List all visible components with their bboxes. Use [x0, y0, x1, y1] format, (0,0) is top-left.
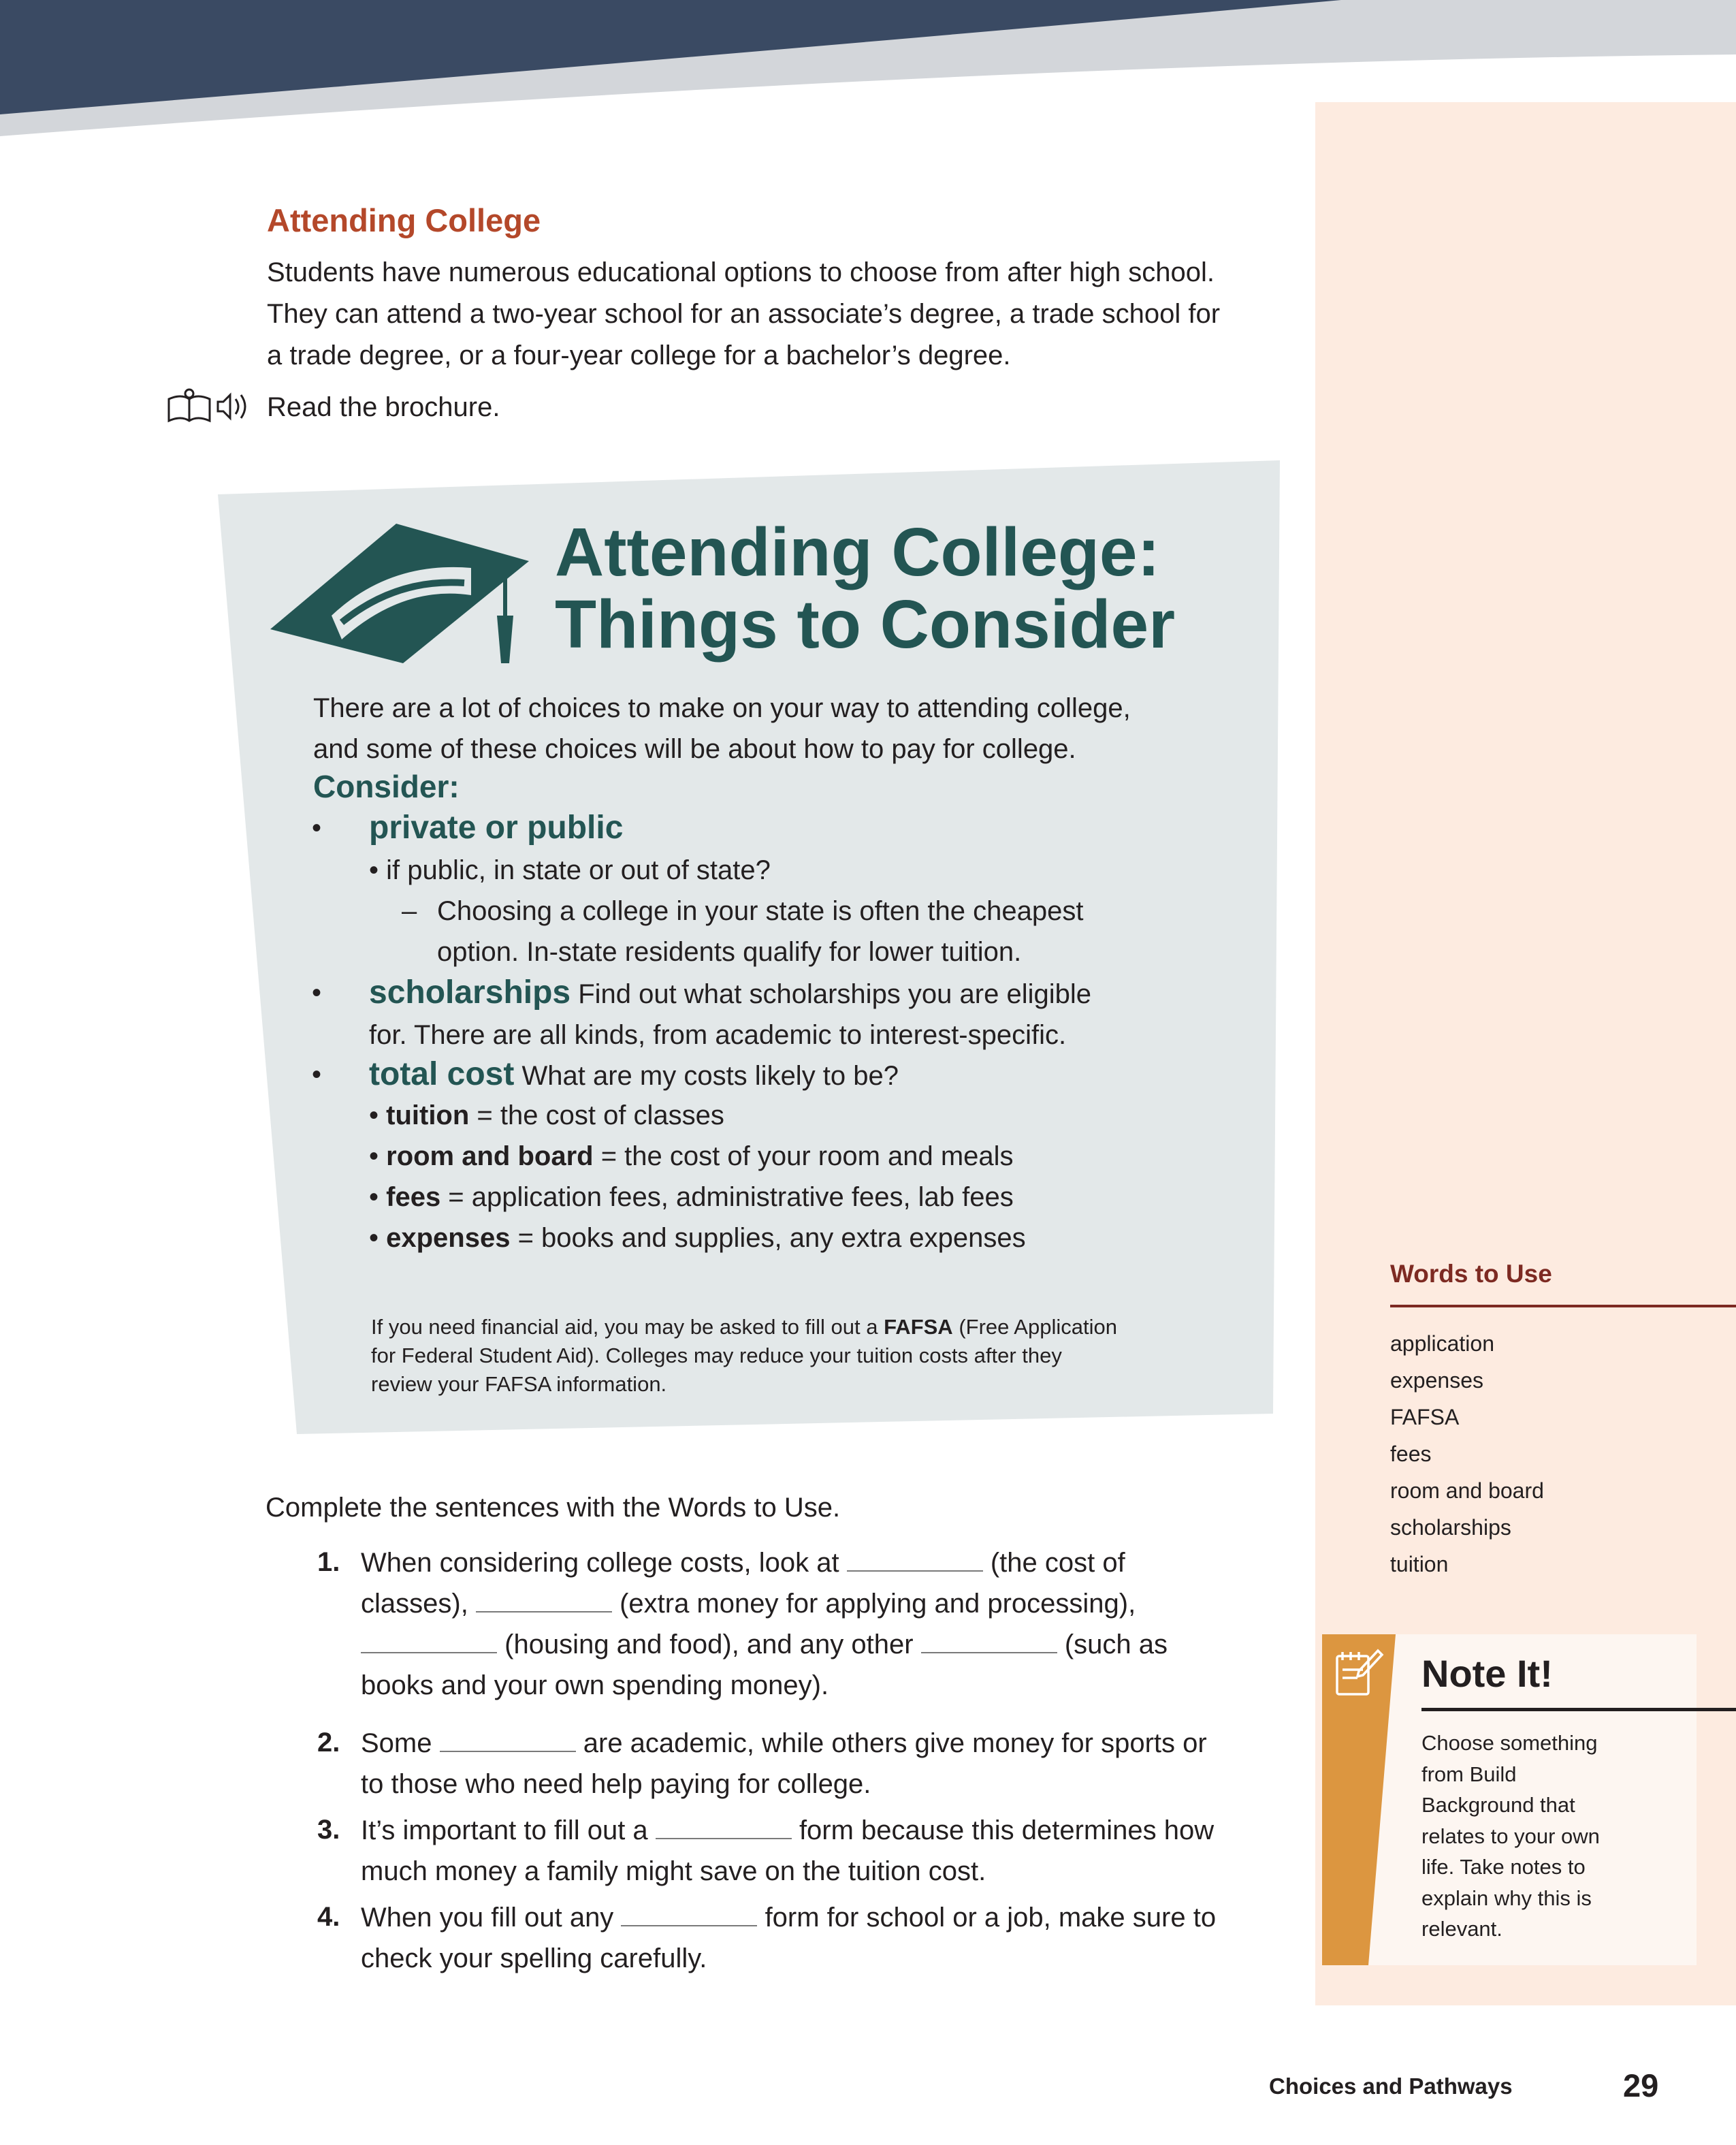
- note-line: relates to your own: [1421, 1824, 1600, 1848]
- cost-term: expenses: [386, 1223, 511, 1253]
- private-public-sub-text: if public, in state or out of state?: [386, 855, 771, 885]
- note-line: Background that: [1421, 1793, 1575, 1817]
- fafsa-note-line: for Federal Student Aid). Colleges may reduce your tuition costs after they: [371, 1344, 1062, 1367]
- item-line: to those who need help paying for college.: [361, 1769, 871, 1799]
- notepad-pencil-icon: [1333, 1647, 1385, 1698]
- item-line: [361, 1624, 1450, 1665]
- item-text: (such as: [1064, 1630, 1168, 1659]
- brochure-title-line: Things to Consider: [555, 586, 1176, 663]
- intro-line: Students have numerous educational options to choose from after high school.: [267, 257, 1215, 287]
- private-public-heading: private or public: [369, 810, 624, 846]
- fafsa-note-line: review your FAFSA information.: [371, 1372, 667, 1396]
- fafsa-note-line: [371, 1313, 1242, 1341]
- item-text: (housing and food), and any other: [504, 1630, 914, 1659]
- graduation-cap-icon: [267, 520, 532, 670]
- word-item: FAFSA: [1390, 1405, 1460, 1429]
- cost-def: = books and supplies, any extra expenses: [510, 1223, 1026, 1253]
- item-text: It’s important to fill out a: [361, 1815, 648, 1845]
- cost-def: = the cost of classes: [469, 1100, 724, 1130]
- exercise-item-3: [361, 1810, 1450, 1892]
- item-text: Some: [361, 1728, 432, 1758]
- item-number: 2.: [317, 1728, 340, 1758]
- cost-def: = application fees, administrative fees, lab fees: [440, 1182, 1014, 1212]
- note-line: from Build: [1421, 1762, 1517, 1786]
- word-item: fees: [1390, 1442, 1432, 1466]
- total-cost-text: What are my costs likely to be?: [521, 1061, 899, 1091]
- dash-line: option. In-state residents qualify for lower tuition.: [437, 937, 1022, 967]
- brochure-intro: [313, 688, 1239, 769]
- item-text: form for school or a job, make sure to: [765, 1903, 1217, 1933]
- exercise-instruction: Complete the sentences with the Words to Use.: [266, 1493, 841, 1523]
- item-line: [361, 1542, 1450, 1583]
- answer-blank[interactable]: [847, 1550, 983, 1572]
- section-intro: [267, 252, 1288, 377]
- answer-blank[interactable]: [921, 1632, 1057, 1653]
- item-text: (the cost of: [990, 1548, 1125, 1578]
- cost-item: • room and board = the cost of your room and meals: [369, 1141, 1014, 1171]
- bullet: •: [312, 813, 322, 843]
- item-line: [361, 1583, 1450, 1624]
- brochure-intro-line: and some of these choices will be about how to pay for college.: [313, 734, 1076, 764]
- total-cost-block: [369, 1054, 899, 1096]
- cost-item: • tuition = the cost of classes: [369, 1100, 724, 1130]
- exercise-item-2: [361, 1723, 1450, 1805]
- page-number: 29: [1623, 2067, 1659, 2103]
- item-line: [361, 1810, 1450, 1851]
- total-cost-heading: total cost: [369, 1056, 515, 1092]
- word-item: tuition: [1390, 1552, 1449, 1576]
- dash-mark: –: [402, 896, 417, 926]
- answer-blank[interactable]: [476, 1591, 612, 1612]
- cost-term: tuition: [386, 1100, 470, 1130]
- note-line: Choose something: [1421, 1731, 1598, 1755]
- item-line: [361, 1897, 1450, 1938]
- cost-term: room and board: [386, 1141, 594, 1171]
- fafsa-note-post: (Free Application: [952, 1315, 1117, 1339]
- item-number: 1.: [317, 1547, 340, 1577]
- note-it-divider: [1421, 1708, 1736, 1711]
- note-it-text: [1421, 1728, 1646, 1945]
- exercise-item-1: [361, 1542, 1450, 1706]
- note-line: explain why this is: [1421, 1886, 1592, 1910]
- item-text: When considering college costs, look at: [361, 1548, 839, 1578]
- scholarships-text-2: for. There are all kinds, from academic to interest-specific.: [369, 1020, 1067, 1050]
- note-line: relevant.: [1421, 1917, 1502, 1941]
- cost-list: [369, 1095, 1026, 1258]
- word-item: expenses: [1390, 1368, 1483, 1393]
- section-heading: Attending College: [267, 202, 541, 238]
- cost-item: • expenses = books and supplies, any extra expenses: [369, 1223, 1026, 1253]
- item-number: 4.: [317, 1902, 340, 1932]
- bullet: •: [312, 1060, 322, 1090]
- words-to-use-title: Words to Use: [1390, 1260, 1552, 1288]
- intro-line: They can attend a two-year school for an associate’s degree, a trade school for: [267, 299, 1221, 329]
- brochure-title-line: Attending College:: [555, 514, 1160, 590]
- item-text: form because this determines how: [799, 1815, 1215, 1845]
- bullet: •: [312, 978, 322, 1008]
- item-number: 3.: [317, 1815, 340, 1845]
- read-instruction: Read the brochure.: [267, 392, 500, 422]
- fafsa-note: [371, 1313, 1242, 1399]
- words-to-use-list: [1390, 1325, 1544, 1583]
- answer-blank[interactable]: [361, 1632, 497, 1653]
- consider-heading: Consider:: [313, 769, 460, 804]
- footer-title: Choices and Pathways: [1269, 2074, 1513, 2099]
- scholarships-text: Find out what scholarships you are eligible: [578, 979, 1091, 1009]
- read-aloud-icon[interactable]: [163, 387, 252, 425]
- item-line: books and your own spending money).: [361, 1670, 829, 1700]
- note-line: life. Take notes to: [1421, 1855, 1586, 1879]
- cost-term: fees: [386, 1182, 441, 1212]
- answer-blank[interactable]: [656, 1817, 792, 1839]
- item-line: check your spelling carefully.: [361, 1943, 707, 1973]
- exercise-item-4: [361, 1897, 1450, 1979]
- item-line: much money a family might save on the tuition cost.: [361, 1856, 986, 1886]
- item-text: classes),: [361, 1589, 468, 1619]
- word-item: application: [1390, 1331, 1494, 1356]
- cost-item: • fees = application fees, administrative fees, lab fees: [369, 1182, 1014, 1212]
- item-text: (extra money for applying and processing),: [620, 1589, 1136, 1619]
- cost-def: = the cost of your room and meals: [593, 1141, 1014, 1171]
- answer-blank[interactable]: [621, 1905, 757, 1926]
- brochure-title: [555, 516, 1175, 661]
- words-to-use-divider: [1390, 1305, 1736, 1307]
- item-text: When you fill out any: [361, 1903, 614, 1933]
- item-text: are academic, while others give money for sports or: [583, 1728, 1207, 1758]
- word-item: room and board: [1390, 1478, 1544, 1503]
- answer-blank[interactable]: [440, 1730, 576, 1752]
- fafsa-note-bold: FAFSA: [884, 1315, 953, 1339]
- dash-text: [437, 891, 1084, 972]
- fafsa-note-pre: If you need financial aid, you may be asked to fill out a: [371, 1315, 884, 1339]
- private-public-sub: • if public, in state or out of state?: [369, 855, 771, 885]
- scholarships-block: [369, 972, 1254, 1055]
- brochure-intro-line: There are a lot of choices to make on your way to attending college,: [313, 693, 1131, 723]
- scholarships-heading: scholarships: [369, 974, 571, 1011]
- item-line: [361, 1723, 1450, 1764]
- word-item: scholarships: [1390, 1515, 1511, 1540]
- dash-line: Choosing a college in your state is often the cheapest: [437, 896, 1084, 926]
- note-it-title: Note It!: [1421, 1652, 1553, 1695]
- intro-line: a trade degree, or a four-year college for a bachelor’s degree.: [267, 340, 1011, 370]
